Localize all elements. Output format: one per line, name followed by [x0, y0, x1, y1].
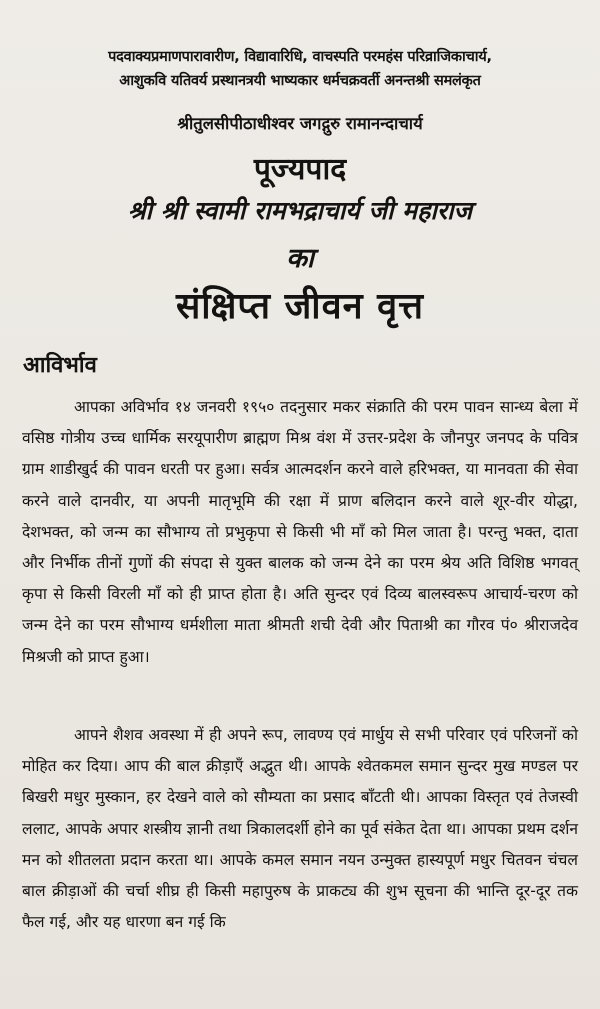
page-title: संक्षिप्त जीवन वृत्त [175, 285, 425, 327]
paragraph-2: आपने शैशव अवस्था में ही अपने रूप, लावण्य एवं मार्धुय से सभी परिवार एवं परिजनों को मोहित कर दिया। आप की बाल क्रीड़ाएँ अद्भुत थी। आपके श्वेतकमल समान सुन्दर मुख मण्डल पर बिखरी मधुर मुस्कान, हर देखने वाले को सौम्यता का प्रसाद बाँटती थी। आपका विस्तृत एवं तेजस्वी ललाट, आपके अपार शस्त्रीय ज्ञानी तथा त्रिकालदर्शी होने का पूर्व संकेत देता था। आपका प्रथम दर्शन मन को शीतलता प्रदान करता था। आपके कमल समान नयन उन्मुक्त हास्यपूर्ण मधुर चितवन चंचल बाल क्रीड़ाओं की चर्चा शीघ्र ही किसी महापुरुष के प्राकट्य की शुभ सूचना की भान्ति दूर-दूर तक फैल गई, और यह धारणा बन गई कि [22, 726, 578, 932]
titles-line-2: आशुकवि यतिवर्य प्रस्थानत्रयी भाष्यकार धर्मचक्रवर्ती अनन्तश्री समलंकृत [119, 73, 481, 89]
honorific: पूज्यपाद [253, 152, 347, 187]
seat-title: श्रीतुलसीपीठाधीश्वर जगद्गुरु रामानन्दाचार्य [177, 114, 423, 133]
paragraph-1: आपका अविर्भाव १४ जनवरी १९५० तदनुसार मकर संक्राति की परम पावन सान्ध्य बेला में वसिष्ठ गोत्रीय उच्च धार्मिक सरयूपारीण ब्राह्मण मिश्र वंश में उत्तर-प्रदेश के जौनपुर जनपद के पवित्र ग्राम शाडीखुर्द की पावन धरती पर हुआ। सर्वत्र आत्मदर्शन करने वाले हरिभक्त, या मानवता की सेवा करने वाले दानवीर, या अपनी मातृभूमि की रक्षा में प्राण बलिदान करने वाले शूर-वीर योद्धा, देशभक्त, को जन्म का सौभाग्य तो प्रभुकृपा से किसी भी माँ को मिल जाता है। परन्तु भक्त, दाता और निर्भीक तीनों गुणों की संपदा से युक्त बालक को जन्म देने का परम श्रेय अति विशिष्ठ भगवत् कृपा से किसी विरली माँ को ही प्राप्त होता है। अति सुन्दर एवं दिव्य बालस्वरूप आचार्य-चरण को जन्म देने का परम सौभाग्य धर्मशीला माता श्रीमती शची देवी और पिताश्री का गौरव पं० श्रीराजदेव मिश्रजी को प्राप्त हुआ। [22, 398, 578, 666]
connector-word: का [286, 243, 314, 274]
saint-name: श्री श्री स्वामी रामभद्राचार्य जी महाराज [127, 196, 473, 225]
titles-line-1: पदवाक्यप्रमाणपारावारीण, विद्यावारिधि, वाचस्पति परमहंस परिव्राजिकाचार्य, [108, 49, 492, 65]
section-heading: आविर्भाव [23, 353, 97, 378]
